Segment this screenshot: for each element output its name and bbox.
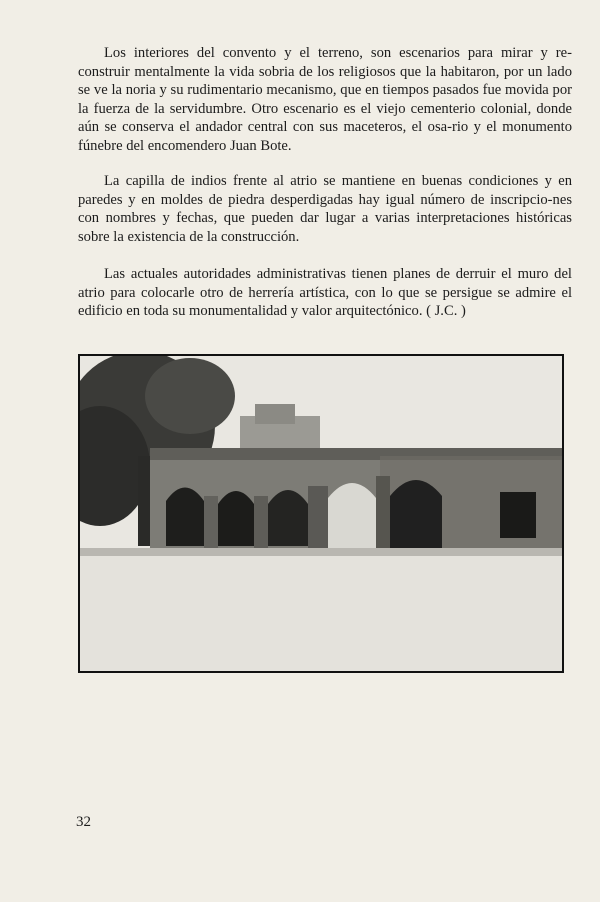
paragraph-text: Las actuales autoridades administrativas tienen planes de derruir el muro del atrio para colocarle otro de herrería artística, con lo que se persigue se admire el edificio en toda su monumentalidad y valor arquitectónico. ( J.C. ) — [78, 266, 572, 319]
paragraph-atrium-wall — [78, 265, 572, 321]
paragraph-text: Los interiores del convento y el terreno, son escenarios para mirar y re-construir mentalmente la vida sobria de los religiosos que la habitaron, por un lado se ve la noria y su rudimentario mecanismo, que en tiempos pasados fue movida por la fuerza de la servidumbre. Otro escenario es el viejo cementerio colonial, donde aún se conserva el andador central con sus maceteros, el osa-rio y el monumento fúnebre del encomendero Juan Bote. — [78, 45, 572, 154]
paragraph-indian-chapel — [78, 172, 572, 246]
paragraph-convent-interiors — [78, 44, 572, 155]
paragraph-text: La capilla de indios frente al atrio se mantiene en buenas condiciones y en paredes y en moldes de piedra desperdigadas hay igual número de inscripcio-nes con nombres y fechas, que pueden dar lugar a varias interpretaciones históricas sobre la existencia de la construcción. — [78, 173, 572, 245]
photo-convent-arcade — [78, 354, 564, 673]
page-number: 32 — [76, 814, 91, 830]
arcade-photo-illustration — [80, 356, 562, 671]
